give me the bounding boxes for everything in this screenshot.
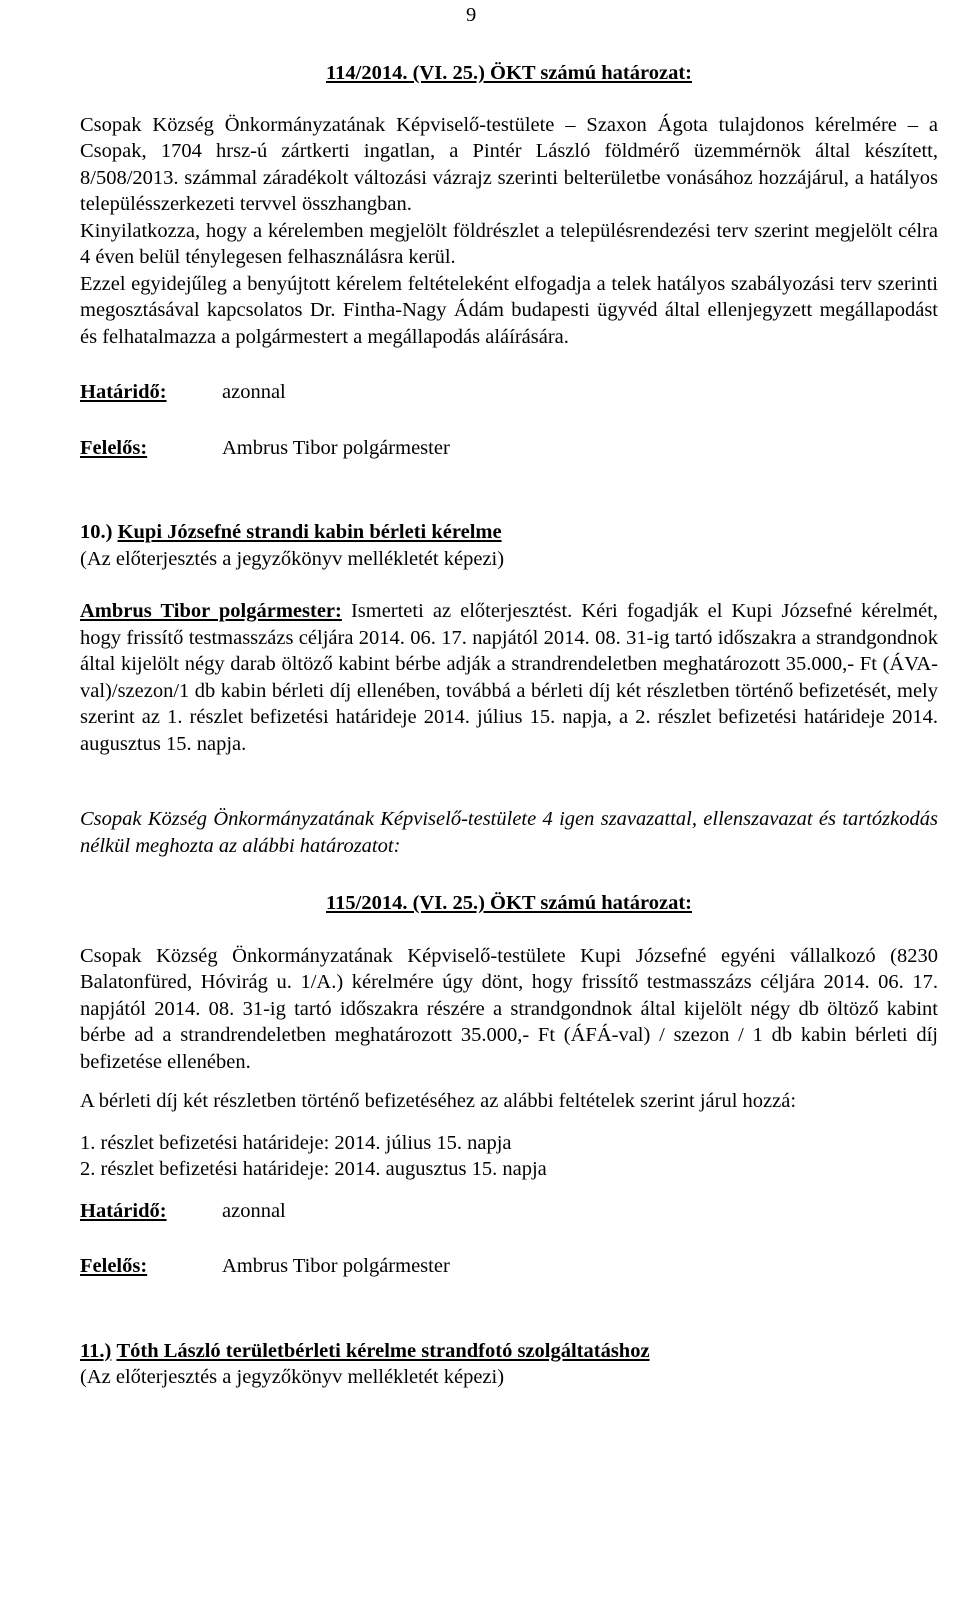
- deadline-label: Határidő:: [80, 1199, 167, 1222]
- page-content: [80, 60, 938, 1391]
- vote-result: Csopak Község Önkormányzatának Képviselő-testülete 4 igen szavazattal, ellenszavazat és tartózkodás nélkül meghozta az alábbi határozatot:: [80, 808, 938, 857]
- list-item: 2. részlet befizetési határideje: 2014. augusztus 15. napja: [80, 1158, 547, 1180]
- responsible-label: Felelős:: [80, 436, 148, 459]
- decision-114-paragraph-3: Ezzel egyidejűleg a benyújtott kérelem feltételeként elfogadja a telek hatályos szabályozási terv szerinti megosztásával kapcsolatos Dr. Fintha-Nagy Ádám budapesti ügyvéd által ellenjegyzett megállapodást és felhatalmazza a polgármestert a megállapodás aláírására.: [80, 272, 938, 348]
- deadline-label: Határidő:: [80, 381, 167, 403]
- decision-114-deadline: [80, 379, 938, 406]
- decision-115-paragraph-2: A bérleti díj két részletben történő befizetéséhez az alábbi feltételek szerint járul hozzá:: [80, 1090, 797, 1112]
- decision-114-heading: 114/2014. (VI. 25.) ÖKT számú határozat:: [326, 62, 692, 84]
- list-item: 1. részlet befizetési határideje: 2014. július 15. napja: [80, 1131, 512, 1154]
- deadline-value: azonnal: [222, 1199, 286, 1222]
- decision-115-paragraph-1: Csopak Község Önkormányzatának Képviselő-testülete Kupi Józsefné egyéni vállalkozó (8230 Balatonfüred, Hóvirág u. 1/A.) kérelmére úgy dönt, hogy frissítő testmasszázs céljára 2014. 06. 17. napjától 2014. 08. 31-ig tartó időszakra részére a strandgondnok által kijelölt négy db öltöző kabint bérbe ad a strandrendeletben meghatározott 35.000,- Ft (ÁFÁ-val) / szezon / 1 db kabin bérleti díj befizetése ellenében.: [80, 944, 938, 1073]
- item-10-note: (Az előterjesztés a jegyzőkönyv mellékletét képezi): [80, 547, 505, 570]
- page-number: 9: [466, 4, 477, 26]
- installment-list: [80, 1130, 938, 1183]
- responsible-label: Felelős:: [80, 1255, 148, 1277]
- responsible-value: Ambrus Tibor polgármester: [222, 436, 450, 459]
- decision-114-paragraph-2: Kinyilatkozza, hogy a kérelemben megjelölt földrészlet a településrendezési terv szerint megjelölt célra 4 éven belül ténylegesen felhasználásra kerül.: [80, 219, 938, 268]
- speaker-name: Ambrus Tibor polgármester:: [80, 600, 342, 622]
- responsible-value: Ambrus Tibor polgármester: [222, 1255, 450, 1277]
- item-11-note: (Az előterjesztés a jegyzőkönyv mellékletét képezi): [80, 1366, 505, 1388]
- item-10-speech: [80, 598, 938, 757]
- item-10-title-line: [80, 519, 938, 546]
- item-11-number: 11.): [80, 1339, 112, 1362]
- item-10-number: 10.): [80, 521, 113, 543]
- item-11-title-line: [80, 1338, 938, 1365]
- decision-115-responsible: [80, 1253, 938, 1280]
- decision-115-heading: 115/2014. (VI. 25.) ÖKT számú határozat:: [326, 892, 692, 914]
- deadline-value: azonnal: [222, 381, 286, 403]
- decision-114-paragraph-1: Csopak Község Önkormányzatának Képviselő-testülete – Szaxon Ágota tulajdonos kérelmére – a Csopak, 1704 hrsz-ú zártkerti ingatlan, a Pintér László földmérő üzemmérnök által készített, 8/508/2013. számmal záradékolt változási vázrajz szerinti belterületbe vonásához hozzájárul, a hatályos településszerkezeti tervvel összhangban.: [80, 113, 938, 215]
- item-10-title: Kupi Józsefné strandi kabin bérleti kérelme: [117, 521, 502, 543]
- item-11-title: Tóth László területbérleti kérelme strandfotó szolgáltatáshoz: [116, 1339, 650, 1362]
- decision-115-deadline: [80, 1198, 938, 1225]
- speech-text: Ismerteti az előterjesztést. Kéri fogadják el Kupi Józsefné kérelmét, hogy frissítő testmasszázs céljára 2014. 06. 17. napjától 2014. 08. 31-ig tartó időszakra a strandgondnok által kijelölt négy darab öltöző kabint bérbe adják a strandrendeletben meghatározott 35.000,- Ft (ÁVA-val)/szezon/1 db kabin bérleti díj ellenében, továbbá a bérleti díj két részletben történő befizetését, mely szerint az 1. részlet befizetési határideje 2014. július 15. napja, a 2. részlet befizetési határideje 2014. augusztus 15. napja.: [80, 600, 939, 755]
- decision-114-responsible: [80, 435, 938, 462]
